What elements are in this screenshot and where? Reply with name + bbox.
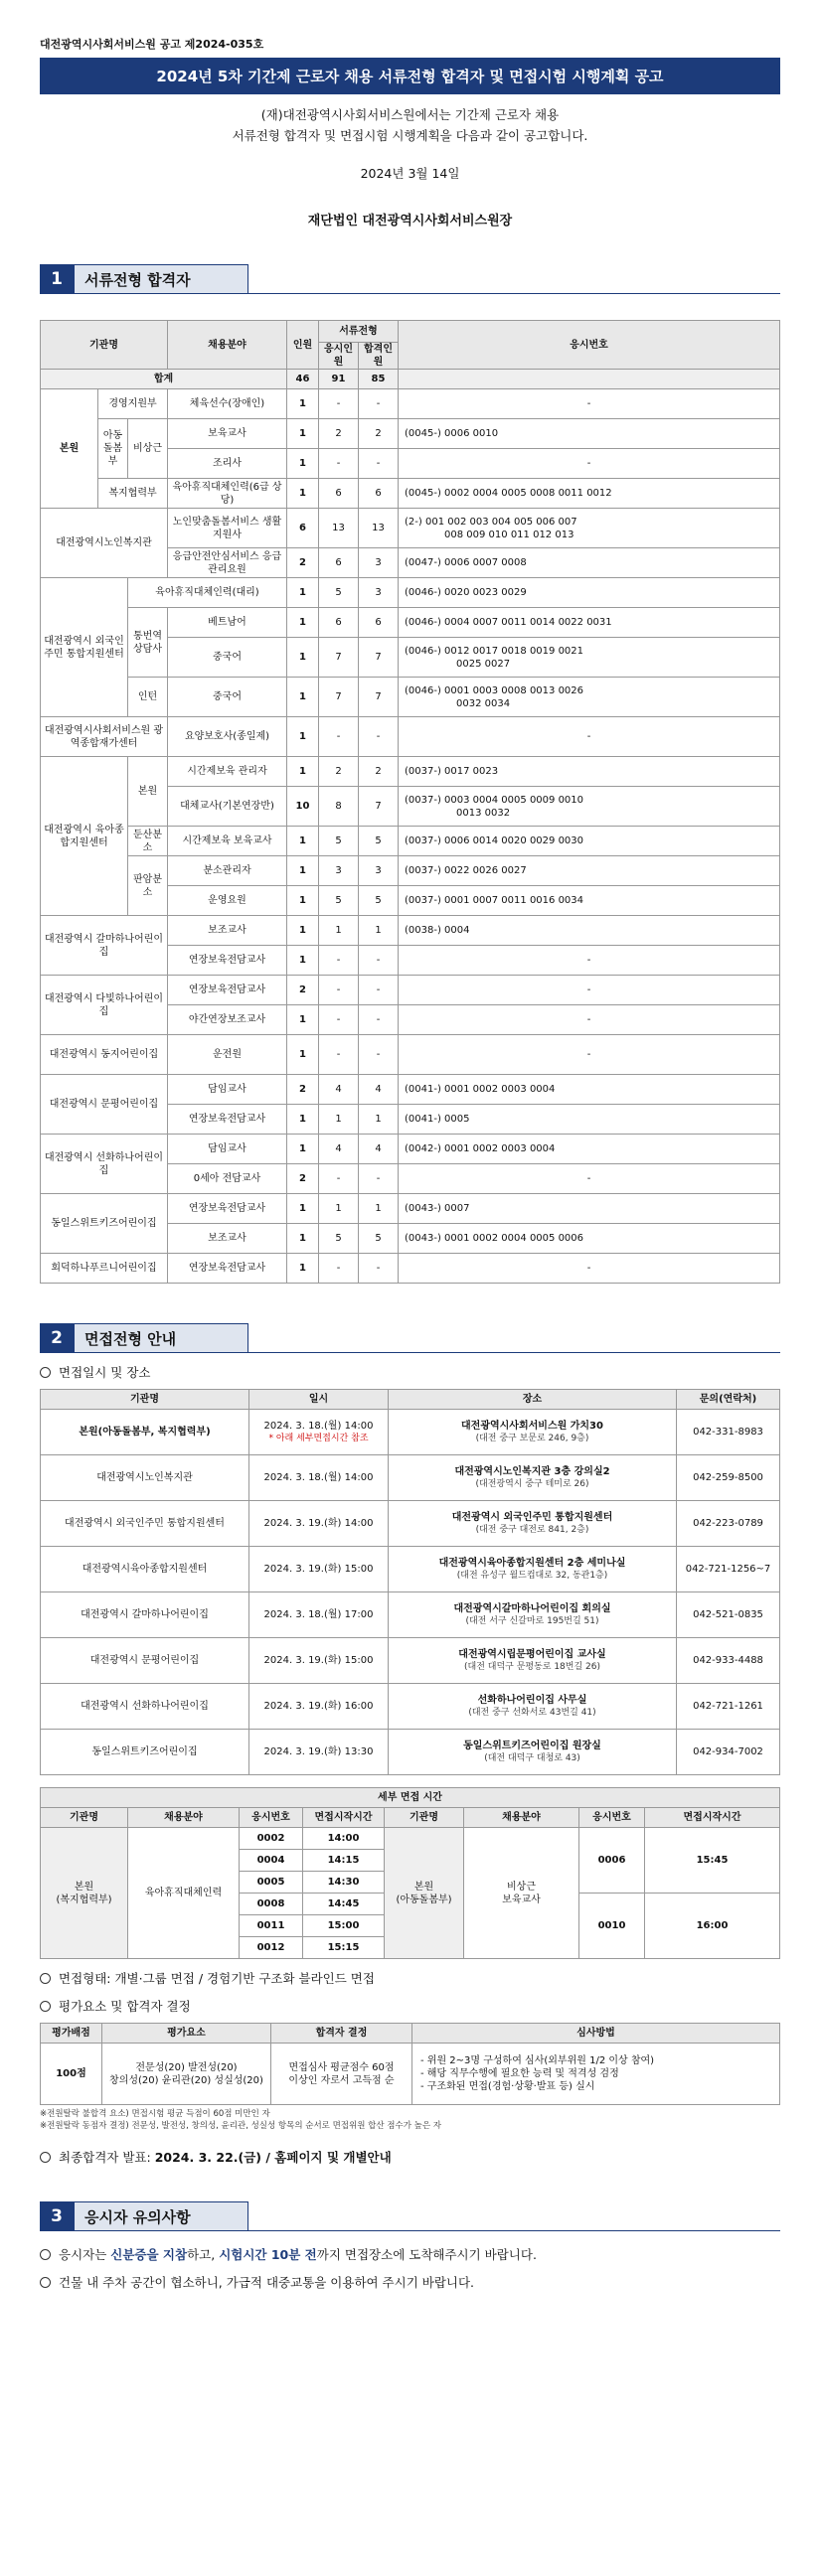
circle-bullet-icon (40, 1973, 51, 1984)
table-row: 대전광역시 문평어린이집 2024. 3. 19.(화) 15:00 대전광역시립문평어린이집 교사실 (대전 대덕구 문평동로 18번길 26) 042-933-4488 (41, 1638, 780, 1684)
section-title: 면접전형 안내 (74, 1323, 248, 1353)
table-row: 연장보육전담교사 1 - - - (41, 946, 780, 976)
table-row: 0세아 전담교사 2 - - - (41, 1164, 780, 1194)
section-number: 1 (40, 264, 74, 294)
document-pass-table: 기관명 채용분야 인원 서류전형 응시번호 응시인원 합격인원 합계 46 91 85 본원 경영지원부 체육선수(장애인) 1 - - - 아동돌봄부 비상근 보육교사 1 2 2 (0045-) 0006 0010 조리사 1 - - - 복지협력부 육아휴직대체인력(6급 상당) 1 6 6 (0045-) 0002 0004 0005 0008 0011 0012 대전광역시노인복지관 노인맞춤돌봄서비스 생활지원사 6 13 13 (2-) 001 002 003 004 005 006 007 008 009 010 011 012 013 응급안전안심서비스 응급관리요원 2 6 3 (0047-) 0006 0007 0008 대전광역시 외국인주민 통합지원센터 육아휴직대체인력(대리) 1 5 3 (0046-) 0020 0023 0029 통번역 상담사 베트남어 1 6 6 (0046-) 0004 0007 0011 0014 0022 0031 중국어 1 7 7 (0046-) 0012 0017 0018 0019 0021 0025 0027 인턴 중국어 1 7 7 (0046-) 0001 0003 0008 0013 0026 0032 0034 대전광역시사회서비스원 광역종합재가센터 요양보호사(종일제) 1 - - - 대전광역시 육아종합지원센터 본원 시간제보육 관리자 1 2 2 (0037-) 0017 0023 대체교사(기본연장반) 10 8 7 (0037-) 0003 0004 0005 0009 0010 0013 0032 둔산분소 시간제보육 보육교사 1 5 5 (0037-) 0006 0014 0020 0029 0030 판암분소 분소관리자 1 3 3 (0037-) 0022 0026 0027 운영요원 1 5 5 (0037-) 0001 0007 0011 0016 0034 대전광역시 갈마하나어린이집 보조교사 1 1 1 (0038-) 0004 연장보육전담교사 1 - - - 대전광역시 다빛하나어린이집 연장보육전담교사 2 - - - 야간연장보조교사 1 - - - 대전광역시 동지어린이집 운전원 1 - - - 대전광역시 문평어린이집 담임교사 2 4 4 (0041-) 0001 0002 0003 0004 연장보육전담교사 1 1 1 (0041-) 0005 대전광역시 선화하나어린이집 담임교사 1 4 4 (0042-) 0001 0002 0003 0004 0세아 전담교사 2 - - - 동일스위트키즈어린이집 연장보육전담교사 1 1 1 (0043-) 0007 보조교사 1 5 5 (0043-) 0001 0002 0004 0005 0006 회덕하나푸르니어린이집 연장보육전담교사 1 - - - (40, 320, 780, 1284)
table-row: 중국어 1 7 7 (0046-) 0012 0017 0018 0019 0021 0025 0027 (41, 638, 780, 678)
table-row: 복지협력부 육아휴직대체인력(6급 상당) 1 6 6 (0045-) 0002 0004 0005 0008 0011 0012 (41, 479, 780, 509)
table-row: 0012 15:15 (41, 1937, 780, 1959)
table-row: 100점 전문성(20) 발전성(20) 창의성(20) 윤리관(20) 성실성(20) 면접심사 평균점수 60점 이상인 자로서 고득점 순 - 위원 2~3명 구성하여 심사(외부위원 1/2 이상 참여) - 해당 직무수행에 필요한 능력 및 적격성 검정 - 구조화된 면접(경험·상황·발표 등) 실시 (41, 2044, 780, 2105)
intro-text: (재)대전광역시사회서비스원에서는 기간제 근로자 채용 서류전형 합격자 및 면접시험 시행계획을 다음과 같이 공고합니다. (232, 107, 588, 143)
table-row: 대전광역시 갈마하나어린이집 보조교사 1 1 1 (0038-) 0004 (41, 916, 780, 946)
table-row: 0008 14:45 0010 16:00 (41, 1894, 780, 1915)
eval-note-2: ※전원탈락 동점자 결정) 전문성, 발전성, 창의성, 윤리관, 성실성 항목의 순서로 면접위원 합산 점수가 높은 자 (40, 2121, 441, 2131)
total-row: 합계 46 91 85 (41, 370, 780, 389)
eval-note-1: ※전원탈락 불합격 요소) 면접시험 평균 득점이 60점 미만인 자 (40, 2109, 270, 2119)
notice-date: 2024년 3월 14일 (360, 166, 460, 181)
table-row: 보조교사 1 5 5 (0043-) 0001 0002 0004 0005 0006 (41, 1224, 780, 1254)
table-row: 운영요원 1 5 5 (0037-) 0001 0007 0011 0016 0034 (41, 886, 780, 916)
table-row: 대전광역시육아종합지원센터 2024. 3. 19.(화) 15:00 대전광역시육아종합지원센터 2층 세미나실 (대전 유성구 월드컵대로 32, 동관1층) 042-721-1256~7 (41, 1547, 780, 1592)
table-row: 대전광역시노인복지관 2024. 3. 18.(월) 14:00 대전광역시노인복지관 3층 강의실2 (대전광역시 중구 테미로 26) 042-259-8500 (41, 1455, 780, 1501)
table-row: 본원(아동돌봄부, 복지협력부) 2024. 3. 18.(월) 14:00 * 아래 세부면접시간 참조 대전광역시사회서비스원 가치30 (대전 중구 보문로 246, 9층) 042-331-8983 (41, 1410, 780, 1455)
table-row: 판암분소 분소관리자 1 3 3 (0037-) 0022 0026 0027 (41, 856, 780, 886)
table-row: 대체교사(기본연장반) 10 8 7 (0037-) 0003 0004 0005 0009 0010 0013 0032 (41, 787, 780, 827)
circle-bullet-icon (40, 1367, 51, 1378)
table-row: 동일스위트키즈어린이집 2024. 3. 19.(화) 13:30 동일스위트키즈어린이집 원장실 (대전 대덕구 대청로 43) 042-934-7002 (41, 1730, 780, 1775)
interview-schedule-table: 기관명 일시 장소 문의(연락처) 본원(아동돌봄부, 복지협력부) 2024. 3. 18.(월) 14:00 * 아래 세부면접시간 참조 대전광역시사회서비스원 가치30 (대전 중구 보문로 246, 9층) 042-331-8983 대전광역시노인복지관 2024. 3. 18.(월) 14:00 대전광역시노인복지관 3층 강의실2 (대전광역시 중구 테미로 26) 042-259-8500 대전광역시 외국인주민 통합지원센터 2024. 3. 19.(화) 14:00 대전광역시 외국인주민 통합지원센터 (대전 중구 대전로 841, 2층) 042-223-0789 대전광역시육아종합지원센터 2024. 3. 19.(화) 15:00 대전광역시육아종합지원센터 2층 세미나실 (대전 유성구 월드컵대로 32, 동관1층) 042-721-1256~7 대전광역시 갈마하나어린이집 2024. 3. 18.(월) 17:00 대전광역시갈마하나어린이집 회의실 (대전 서구 신갈마로 195번길 51) 042-521-0835 대전광역시 문평어린이집 2024. 3. 19.(화) 15:00 대전광역시립문평어린이집 교사실 (대전 대덕구 문평동로 18번길 26) 042-933-4488 대전광역시 선화하나어린이집 2024. 3. 19.(화) 16:00 선화하나어린이집 사무실 (대전 중구 선화서로 43번길 41) 042-721-1261 동일스위트키즈어린이집 2024. 3. 19.(화) 13:30 동일스위트키즈어린이집 원장실 (대전 대덕구 대청로 43) 042-934-7002 (40, 1389, 780, 1775)
table-row: 본원 경영지원부 체육선수(장애인) 1 - - - (41, 389, 780, 419)
final-announcement: 최종합격자 발표: 2024. 3. 22.(금) / 홈페이지 및 개별안내 (40, 2148, 780, 2166)
circle-bullet-icon (40, 2001, 51, 2012)
section-title: 서류전형 합격자 (74, 264, 248, 294)
table-row: 연장보육전담교사 1 1 1 (0041-) 0005 (41, 1105, 780, 1135)
section-title: 응시자 유의사항 (74, 2201, 248, 2231)
evaluation-heading: 평가요소 및 합격자 결정 (40, 1997, 780, 2015)
table-row: 대전광역시 동지어린이집 운전원 1 - - - (41, 1035, 780, 1075)
section-2-header (40, 1323, 248, 1353)
interview-detail-table: 세부 면접 시간 기관명 채용분야 응시번호 면접시작시간 기관명 채용분야 응시번호 면접시작시간 본원 (복지협력부) 육아휴직대체인력 0002 14:00 본원 (아동돌봄부) 비상근 보육교사 0006 15:45 0004 14:15 0005 14:30 0008 14:45 0010 16:00 0011 15:00 0012 15:15 (40, 1787, 780, 1959)
table-row: 0004 14:15 (41, 1850, 780, 1872)
section-3-header (40, 2201, 248, 2231)
table-row: 대전광역시 외국인주민 통합지원센터 육아휴직대체인력(대리) 1 5 3 (0046-) 0020 0023 0029 (41, 578, 780, 608)
table-row: 인턴 중국어 1 7 7 (0046-) 0001 0003 0008 0013 0026 0032 0034 (41, 678, 780, 717)
table-row: 아동돌봄부 비상근 보육교사 1 2 2 (0045-) 0006 0010 (41, 419, 780, 449)
table-row: 둔산분소 시간제보육 보육교사 1 5 5 (0037-) 0006 0014 0020 0029 0030 (41, 827, 780, 856)
table-row: 대전광역시 갈마하나어린이집 2024. 3. 18.(월) 17:00 대전광역시갈마하나어린이집 회의실 (대전 서구 신갈마로 195번길 51) 042-521-0835 (41, 1592, 780, 1638)
table-row: 0005 14:30 (41, 1872, 780, 1894)
evaluation-table: 평가배점 평가요소 합격자 결정 심사방법 100점 전문성(20) 발전성(20) 창의성(20) 윤리관(20) 성실성(20) 면접심사 평균점수 60점 이상인 자로서 고득점 순 - 위원 2~3명 구성하여 심사(외부위원 1/2 이상 참여) - 해당 직무수행에 필요한 능력 및 적격성 검정 - 구조화된 면접(경험·상황·발표 등) 실시 (40, 2023, 780, 2105)
table-row: 대전광역시 육아종합지원센터 본원 시간제보육 관리자 1 2 2 (0037-) 0017 0023 (41, 757, 780, 787)
table-row: 동일스위트키즈어린이집 연장보육전담교사 1 1 1 (0043-) 0007 (41, 1194, 780, 1224)
circle-bullet-icon (40, 2249, 51, 2260)
table-row: 대전광역시 문평어린이집 담임교사 2 4 4 (0041-) 0001 0002 0003 0004 (41, 1075, 780, 1105)
table-row: 회덕하나푸르니어린이집 연장보육전담교사 1 - - - (41, 1254, 780, 1284)
notice-title: 2024년 5차 기간제 근로자 채용 서류전형 합격자 및 면접시험 시행계획 공고 (40, 58, 780, 94)
table-row: 대전광역시 다빛하나어린이집 연장보육전담교사 2 - - - (41, 976, 780, 1005)
method-list: - 위원 2~3명 구성하여 심사(외부위원 1/2 이상 참여) - 해당 직무수행에 필요한 능력 및 적격성 검정 - 구조화된 면접(경험·상황·발표 등) 실시 (420, 2055, 655, 2092)
notice-number: 대전광역시사회서비스원 공고 제2024-035호 (40, 38, 264, 51)
table-row: 0011 15:00 (41, 1915, 780, 1937)
table-row: 대전광역시사회서비스원 광역종합재가센터 요양보호사(종일제) 1 - - - (41, 717, 780, 757)
section-1-header (40, 264, 248, 294)
interview-form: 면접형태: 개별·그룹 면접 / 경험기반 구조화 블라인드 면접 (40, 1969, 780, 1987)
table-row: 통번역 상담사 베트남어 1 6 6 (0046-) 0004 0007 0011 0014 0022 0031 (41, 608, 780, 638)
table-row: 대전광역시 선화하나어린이집 2024. 3. 19.(화) 16:00 선화하나어린이집 사무실 (대전 중구 선화서로 43번길 41) 042-721-1261 (41, 1684, 780, 1730)
circle-bullet-icon (40, 2277, 51, 2288)
section-number: 2 (40, 1323, 74, 1353)
table-row: 조리사 1 - - - (41, 449, 780, 479)
section-number: 3 (40, 2201, 74, 2231)
table-row: 대전광역시노인복지관 노인맞춤돌봄서비스 생활지원사 6 13 13 (2-) 001 002 003 004 005 006 007 008 009 010 011 012 013 (41, 509, 780, 548)
table-row: 야간연장보조교사 1 - - - (41, 1005, 780, 1035)
issuer: 재단법인 대전광역시사회서비스원장 (307, 214, 513, 228)
table-row: 응급안전안심서비스 응급관리요원 2 6 3 (0047-) 0006 0007 0008 (41, 548, 780, 578)
table-row: 대전광역시 선화하나어린이집 담임교사 1 4 4 (0042-) 0001 0002 0003 0004 (41, 1135, 780, 1164)
caution-2: 건물 내 주차 공간이 협소하니, 가급적 대중교통을 이용하여 주시기 바랍니다. (40, 2273, 780, 2291)
table-row: 본원 (복지협력부) 육아휴직대체인력 0002 14:00 본원 (아동돌봄부) 비상근 보육교사 0006 15:45 (41, 1828, 780, 1850)
table-row: 대전광역시 외국인주민 통합지원센터 2024. 3. 19.(화) 14:00 대전광역시 외국인주민 통합지원센터 (대전 중구 대전로 841, 2층) 042-223-0789 (41, 1501, 780, 1547)
circle-bullet-icon (40, 2152, 51, 2163)
caution-1: 응시자는 신분증을 지참하고, 시험시간 10분 전까지 면접장소에 도착해주시기 바랍니다. (40, 2245, 780, 2263)
schedule-heading: 면접일시 및 장소 (40, 1363, 780, 1381)
